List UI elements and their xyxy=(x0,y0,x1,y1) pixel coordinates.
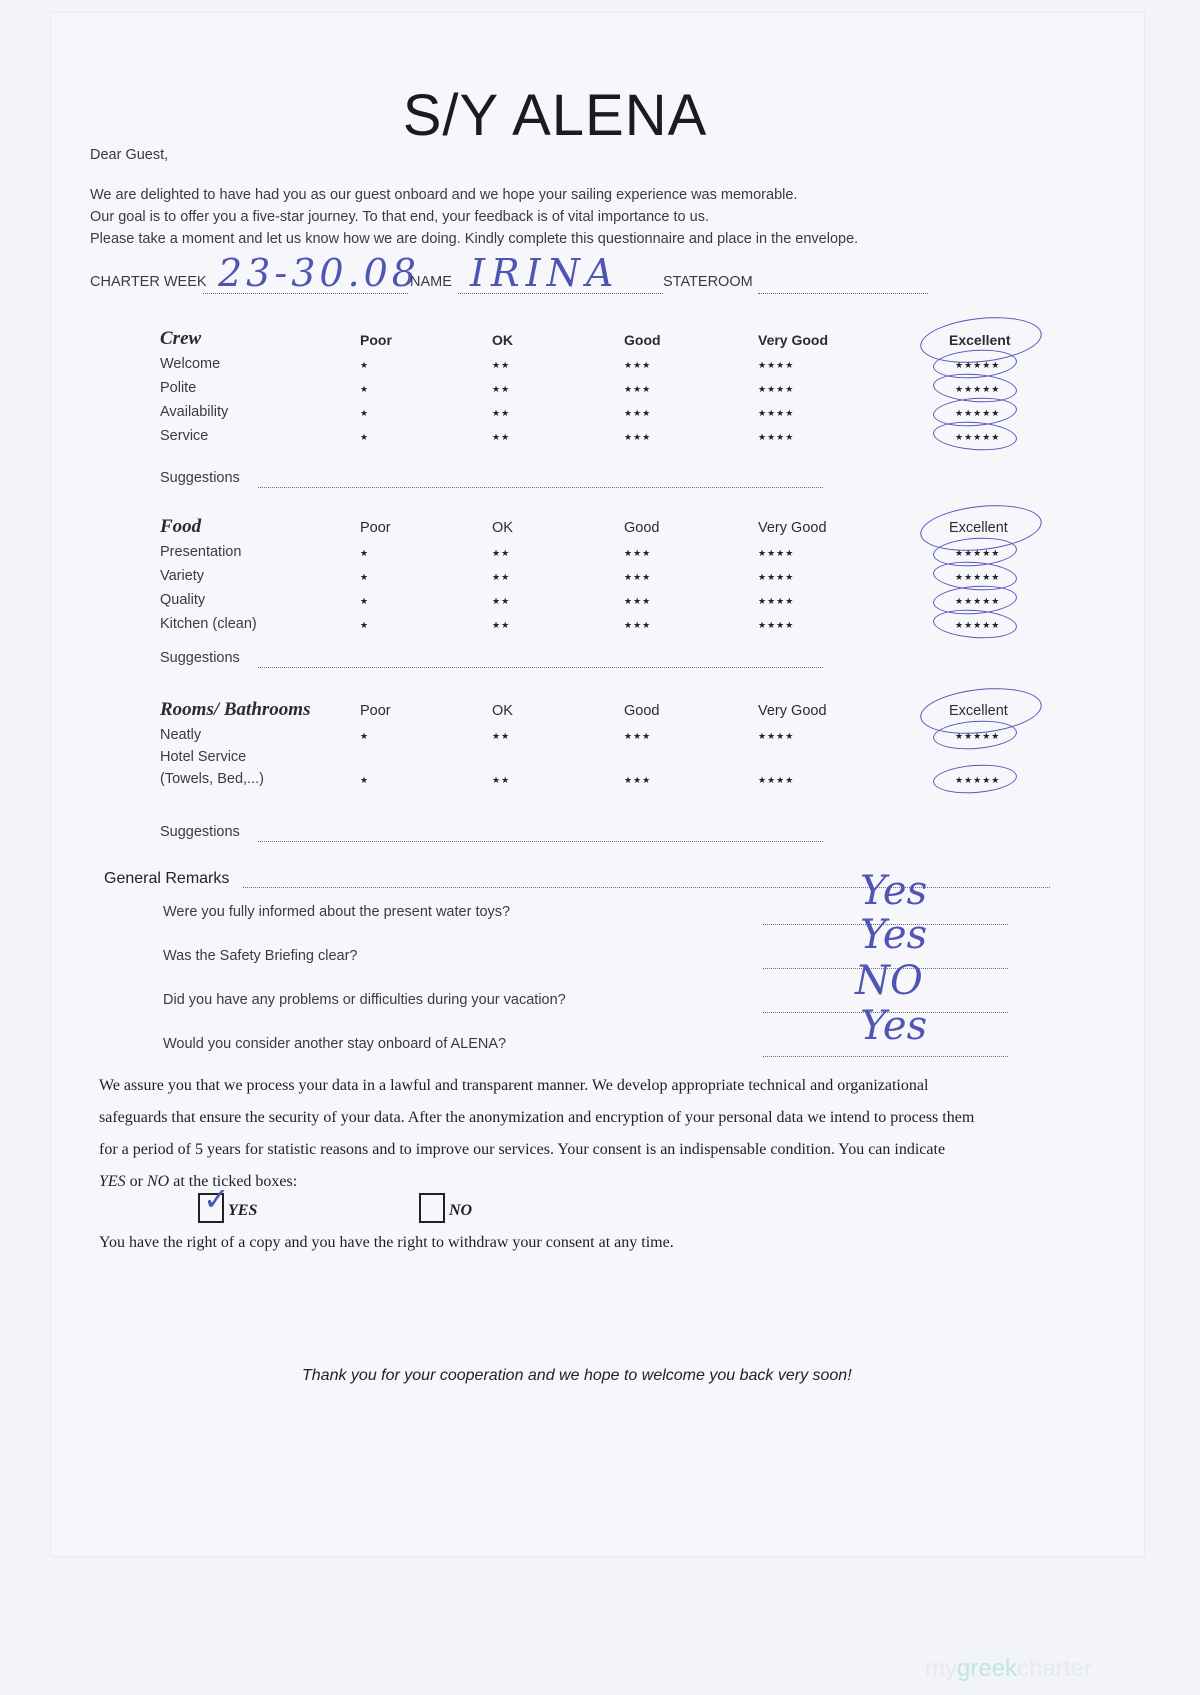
star-rating-option-3[interactable]: ★★★★ xyxy=(758,384,795,394)
star-rating-option-3[interactable]: ★★★★ xyxy=(758,548,795,558)
star-rating-option-2[interactable]: ★★★ xyxy=(624,620,652,630)
column-header-3: Very Good xyxy=(758,332,829,348)
column-header-3: Very Good xyxy=(758,520,827,536)
consent-yes-label: YES xyxy=(228,1202,258,1219)
star-rating-option-0[interactable]: ★ xyxy=(360,384,370,394)
name-field[interactable]: IRINA xyxy=(470,251,620,295)
star-rating-option-3[interactable]: ★★★★ xyxy=(758,408,795,418)
watermark-logo: mygreekcharter xyxy=(925,1655,1092,1682)
rights-text: You have the right of a copy and you have the right to withdraw your consent at any time. xyxy=(99,1234,674,1251)
consent-no-label: NO xyxy=(449,1202,473,1219)
section-title-1: Food xyxy=(160,516,202,537)
privacy-line-4: YES or NO at the ticked boxes: xyxy=(99,1173,298,1190)
star-rating-option-4[interactable]: ★★★★★ xyxy=(955,384,1001,394)
star-rating-option-4[interactable]: ★★★★★ xyxy=(955,408,1001,418)
column-header-0: Poor xyxy=(360,520,391,536)
star-rating-option-3[interactable]: ★★★★ xyxy=(758,572,795,582)
greeting: Dear Guest, xyxy=(90,147,169,163)
answer-handwritten[interactable]: NO xyxy=(855,958,923,1004)
rating-row-label: Welcome xyxy=(160,356,221,372)
rating-row-label: Availability xyxy=(160,404,229,420)
column-header-2: Good xyxy=(624,703,660,719)
section-title-0: Crew xyxy=(160,328,202,349)
star-rating-option-4[interactable]: ★★★★★ xyxy=(955,596,1001,606)
star-rating-option-2[interactable]: ★★★ xyxy=(624,731,652,741)
answer-handwritten[interactable]: Yes xyxy=(860,1003,928,1049)
star-rating-option-1[interactable]: ★★ xyxy=(492,408,511,418)
column-header-1: OK xyxy=(492,520,513,536)
document-title: S/Y ALENA xyxy=(402,83,708,148)
column-header-0: Poor xyxy=(360,703,391,719)
rating-row-label: Quality xyxy=(160,592,206,608)
rating-row-label: Kitchen (clean) xyxy=(160,616,257,632)
question-text: Was the Safety Briefing clear? xyxy=(163,948,358,964)
name-label: NAME xyxy=(410,274,452,290)
consent-yes-checkmark: ✓ xyxy=(203,1180,230,1218)
star-rating-option-0[interactable]: ★ xyxy=(360,360,370,370)
suggestions-field[interactable] xyxy=(258,667,823,668)
star-rating-option-3[interactable]: ★★★★ xyxy=(758,775,795,785)
star-rating-option-3[interactable]: ★★★★ xyxy=(758,731,795,741)
star-rating-option-1[interactable]: ★★ xyxy=(492,360,511,370)
star-rating-option-4[interactable]: ★★★★★ xyxy=(955,731,1001,741)
star-rating-option-4[interactable]: ★★★★★ xyxy=(955,572,1001,582)
star-rating-option-1[interactable]: ★★ xyxy=(492,548,511,558)
star-rating-option-0[interactable]: ★ xyxy=(360,596,370,606)
star-rating-option-1[interactable]: ★★ xyxy=(492,596,511,606)
thanks-text: Thank you for your cooperation and we hope to welcome you back very soon! xyxy=(302,1367,852,1384)
star-rating-option-4[interactable]: ★★★★★ xyxy=(955,360,1001,370)
question-text: Were you fully informed about the present water toys? xyxy=(163,904,511,920)
question-text: Did you have any problems or difficulties during your vacation? xyxy=(163,992,566,1008)
suggestions-label: Suggestions xyxy=(160,470,240,486)
star-rating-option-4[interactable]: ★★★★★ xyxy=(955,620,1001,630)
question-text: Would you consider another stay onboard of ALENA? xyxy=(163,1036,507,1052)
star-rating-option-3[interactable]: ★★★★ xyxy=(758,360,795,370)
star-rating-option-4[interactable]: ★★★★★ xyxy=(955,775,1001,785)
rating-row-label: (Towels, Bed,...) xyxy=(160,771,264,787)
rating-row-label: Hotel Service xyxy=(160,749,247,765)
star-rating-option-3[interactable]: ★★★★ xyxy=(758,596,795,606)
suggestions-label: Suggestions xyxy=(160,824,240,840)
star-rating-option-0[interactable]: ★ xyxy=(360,408,370,418)
star-rating-option-2[interactable]: ★★★ xyxy=(624,384,652,394)
rating-row-label: Presentation xyxy=(160,544,242,560)
star-rating-option-2[interactable]: ★★★ xyxy=(624,408,652,418)
intro-line-3: Please take a moment and let us know how we are doing. Kindly complete this questionnaire and place in the envelope. xyxy=(90,231,859,247)
column-header-0: Poor xyxy=(360,332,392,348)
rating-row-label: Variety xyxy=(160,568,205,584)
general-remarks-label: General Remarks xyxy=(104,870,230,887)
star-rating-option-2[interactable]: ★★★ xyxy=(624,775,652,785)
star-rating-option-4[interactable]: ★★★★★ xyxy=(955,548,1001,558)
intro-line-2: Our goal is to offer you a five-star journey. To that end, your feedback is of vital importance to us. xyxy=(90,209,709,225)
star-rating-option-2[interactable]: ★★★ xyxy=(624,548,652,558)
star-rating-option-0[interactable]: ★ xyxy=(360,572,370,582)
column-header-2: Good xyxy=(624,332,661,348)
column-header-4: Excellent xyxy=(949,520,1008,536)
star-rating-option-0[interactable]: ★ xyxy=(360,620,370,630)
column-header-4: Excellent xyxy=(949,332,1011,348)
column-header-3: Very Good xyxy=(758,703,827,719)
consent-no-checkbox[interactable] xyxy=(419,1193,445,1223)
star-rating-option-2[interactable]: ★★★ xyxy=(624,432,652,442)
star-rating-option-1[interactable]: ★★ xyxy=(492,775,511,785)
star-rating-option-1[interactable]: ★★ xyxy=(492,572,511,582)
star-rating-option-1[interactable]: ★★ xyxy=(492,384,511,394)
section-title-2: Rooms/ Bathrooms xyxy=(160,699,311,720)
stateroom-field[interactable] xyxy=(758,293,928,294)
intro-line-1: We are delighted to have had you as our guest onboard and we hope your sailing experience was memorable. xyxy=(90,187,798,203)
privacy-line-3: for a period of 5 years for statistic reasons and to improve our services. Your consent is an indispensable condition. You can indicate xyxy=(99,1141,946,1158)
rating-row-label: Service xyxy=(160,428,209,444)
star-rating-option-2[interactable]: ★★★ xyxy=(624,360,652,370)
privacy-line-2: safeguards that ensure the security of your data. After the anonymization and encryption of your personal data we intend to process them xyxy=(99,1109,975,1126)
rating-row-label: Polite xyxy=(160,380,197,396)
suggestions-field[interactable] xyxy=(258,841,823,842)
privacy-line-1: We assure you that we process your data in a lawful and transparent manner. We develop appropriate technical and organizational xyxy=(99,1077,929,1094)
star-rating-option-2[interactable]: ★★★ xyxy=(624,596,652,606)
star-rating-option-1[interactable]: ★★ xyxy=(492,620,511,630)
star-rating-option-2[interactable]: ★★★ xyxy=(624,572,652,582)
answer-handwritten[interactable]: Yes xyxy=(860,912,928,958)
answer-handwritten[interactable]: Yes xyxy=(860,868,928,914)
suggestions-label: Suggestions xyxy=(160,650,240,666)
column-header-4: Excellent xyxy=(949,703,1008,719)
stateroom-label: STATEROOM xyxy=(663,274,753,290)
star-rating-option-3[interactable]: ★★★★ xyxy=(758,432,795,442)
star-rating-option-4[interactable]: ★★★★★ xyxy=(955,432,1001,442)
column-header-2: Good xyxy=(624,520,660,536)
star-rating-option-0[interactable]: ★ xyxy=(360,731,370,741)
charter-week-label: CHARTER WEEK xyxy=(90,274,207,290)
column-header-1: OK xyxy=(492,332,513,348)
answer-line[interactable] xyxy=(763,1056,1008,1057)
suggestions-field[interactable] xyxy=(258,487,823,488)
column-header-1: OK xyxy=(492,703,513,719)
star-rating-option-0[interactable]: ★ xyxy=(360,548,370,558)
charter-week-field[interactable]: 23-30.08 xyxy=(218,251,420,295)
star-rating-option-1[interactable]: ★★ xyxy=(492,432,511,442)
star-rating-option-0[interactable]: ★ xyxy=(360,432,370,442)
rating-row-label: Neatly xyxy=(160,727,202,743)
star-rating-option-0[interactable]: ★ xyxy=(360,775,370,785)
star-rating-option-3[interactable]: ★★★★ xyxy=(758,620,795,630)
star-rating-option-1[interactable]: ★★ xyxy=(492,731,511,741)
general-remarks-field[interactable] xyxy=(243,887,1050,888)
